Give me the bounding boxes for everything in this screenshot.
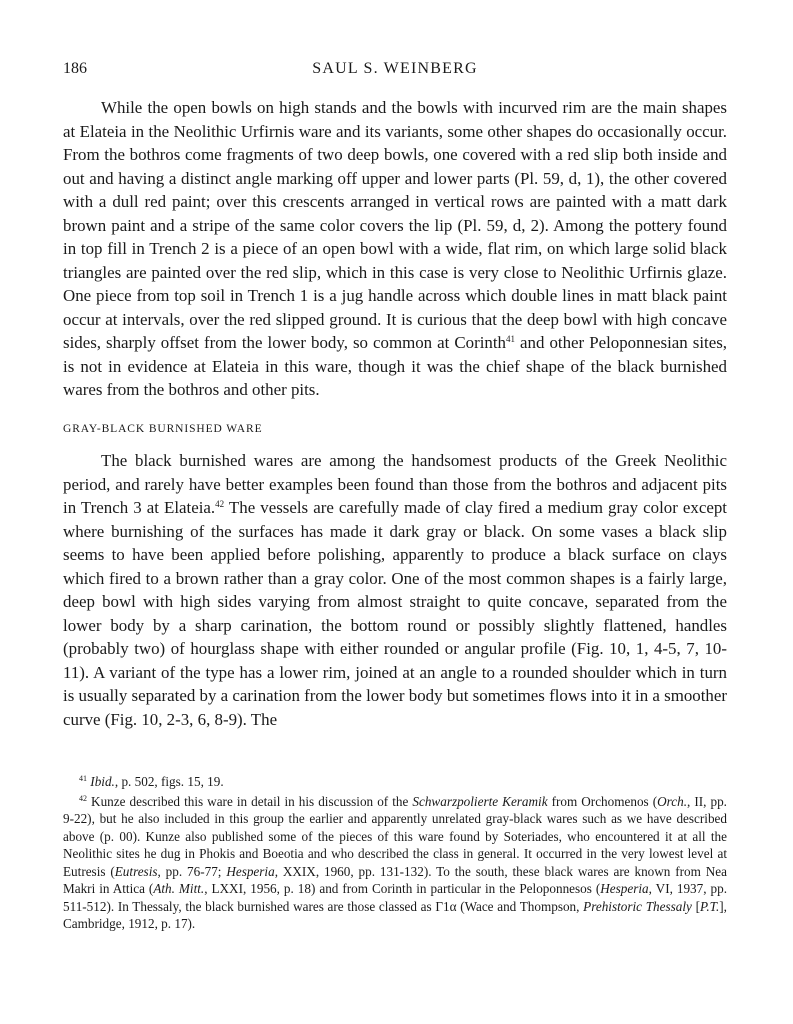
- footnote-number: 41: [79, 774, 87, 783]
- footnote-italic: Prehistoric Thessaly: [583, 898, 692, 914]
- footnote-text: , LXXI, 1956, p. 18) and from Corinth in particular in the Peloponnesos (: [204, 881, 601, 896]
- footnote-italic: Hesperia: [600, 881, 649, 896]
- paragraph-urfirnis-shapes: [63, 96, 727, 402]
- paragraph-text: The vessels are carefully made of clay fired a medium gray color except where burnishing of the surfaces has made it dark gray or black. On some vases a black slip seems to have been applied before polishing, apparently to produce a black surface on clays which fired to a brown rather than a gray color. One of the most common shapes is a fairly large, deep bowl with high sides varying from almost straight to quite concave, separated from the lower body by a sharp carination, the bottom round or possibly slightly flattened, handles (probably two) of hourglass shape with either rounded or angular profile (Fig. 10, 1, 4-5, 7, 10-11). A variant of the type has a lower rim, joined at an angle to a rounded shoulder which in turn is usually separated by a carination from the lower body but sometimes flows into it in a smoother curve (Fig. 10, 2-3, 6, 8-9). The: [63, 498, 727, 729]
- footnote-text: [: [691, 898, 700, 914]
- paragraph-text: While the open bowls on high stands and the bowls with incurved rim are the main shapes at Elateia in the Neolithic Urfirnis ware and its variants, some other shapes do occasionally occur. From the bothros come fragments of two deep bowls, one covered with a red slip both inside and out and having a distinct angle marking off upper and lower parts (Pl. 59, d, 1), the other covered with a dull red paint; over this crescents arranged in vertical rows are painted with a matt dark brown paint and a stripe of the same color covers the lip (Pl. 59, d, 2). Among the pottery found in top fill in Trench 2 is a piece of an open bowl with a wide, flat rim, on which large solid black triangles are painted over the red slip, which in this case is very close to Neolithic Urfirnis glaze. One piece from top soil in Trench 1 is a jug handle across which double lines in matt black paint occur at intervals, over the red slipped ground. It is curious that the deep bowl with high concave sides, sharply offset from the lower body, so common at Corinth: [63, 98, 727, 352]
- footnote-42: [63, 793, 727, 933]
- running-head: SAUL S. WEINBERG: [312, 60, 478, 77]
- paragraph-text: The black burnished wares are among the handsomest products of the Greek Neolithic period, and rarely have better examples been found than those from the bothros and adjacent pits in Trench 3 at Elateia.: [63, 451, 727, 517]
- footnote-italic: Eutresis: [114, 863, 158, 879]
- footnotes: [63, 773, 727, 933]
- footnote-text: , XXIX, 1960, pp. 131-132). To the south, these black wares are known from Nea Makri in Attica (: [63, 863, 727, 896]
- footnote-italic: Orch.: [657, 793, 688, 809]
- footnote-text: from Orchomenos (: [547, 793, 658, 809]
- footnote-italic: Schwarzpolierte Keramik: [412, 793, 548, 809]
- page-header: [63, 60, 727, 82]
- footnote-number: 42: [79, 793, 87, 803]
- footnote-italic: Ibid.: [90, 774, 115, 789]
- paragraph-text: and other Peloponnesian sites, is not in evidence at Elateia in this ware, though it was the chief shape of the black burnished wares from the bothros and other pits.: [63, 333, 727, 399]
- footnote-ref-41[interactable]: 41: [506, 334, 515, 344]
- footnote-italic: Hesperia: [226, 863, 275, 879]
- paragraph-black-burnished: [63, 449, 727, 731]
- footnote-text: , II, pp. 9-22), but he also included in this group the earlier and apparently unrelated gray-black wares such as we have described above (p. 00). Kunze also published some of the pieces of this ware found by Soteriades, who encountered it at all the Neolithic sites he dug in Phokis and Boeotia and who described the class in general. It occurred in the very lowest level at Eutresis (: [63, 793, 727, 879]
- footnote-text: , p. 502, figs. 15, 19.: [114, 774, 224, 789]
- footnote-41: [63, 773, 727, 791]
- footnote-text: Kunze described this ware in detail in his discussion of the: [87, 793, 413, 809]
- body-text: [63, 96, 727, 731]
- footnote-text: , VI, 1937, pp. 511-512). In Thessaly, the black burnished wares are those classed as Γ1α (Wace and Thompson,: [63, 881, 728, 914]
- footnote-text: ], Cambridge, 1912, p. 17).: [63, 898, 727, 931]
- footnote-ref-42[interactable]: 42: [215, 499, 225, 509]
- section-heading: GRAY-BLACK BURNISHED WARE: [63, 422, 263, 435]
- footnote-italic: P.T.: [699, 898, 720, 914]
- footnote-italic: Ath. Mitt.: [153, 881, 205, 896]
- footnote-text: , pp. 76-77;: [157, 863, 227, 879]
- page-number: 186: [63, 60, 87, 77]
